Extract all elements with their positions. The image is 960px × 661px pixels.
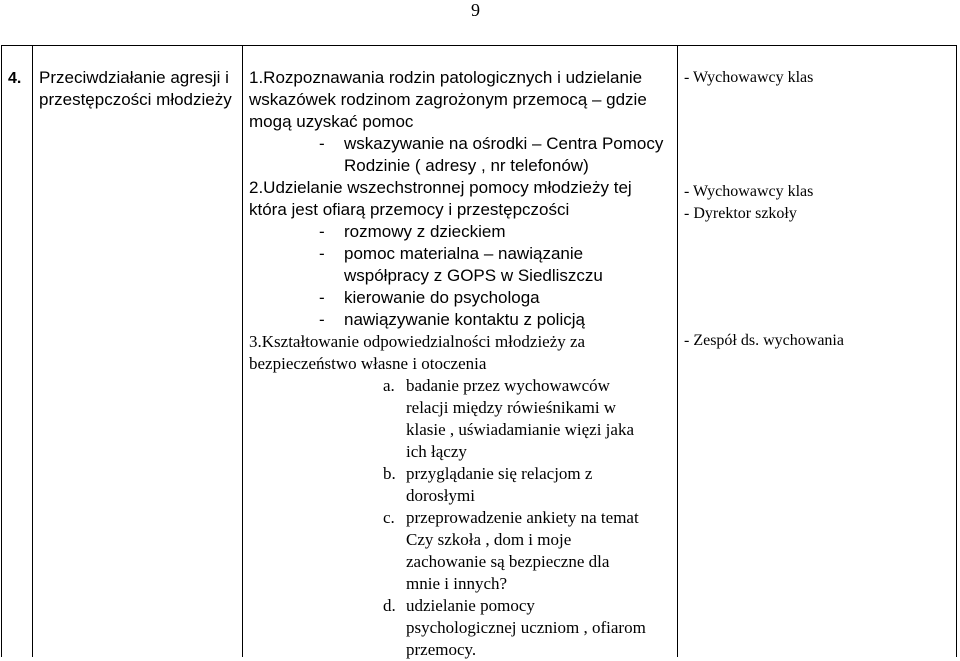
- list-item: [249, 133, 669, 177]
- responsible-group: [684, 330, 844, 352]
- list-item-text: udzielanie pomocy: [406, 596, 535, 615]
- list-item-text: przeprowadzenie ankiety na temat: [406, 508, 639, 527]
- task-title-line: przestępczości młodzieży: [39, 90, 232, 109]
- list-item: [249, 221, 669, 243]
- section-heading: 2.Udzielanie wszechstronnej pomocy młodzieży tej: [249, 178, 632, 197]
- list-item: [249, 507, 669, 595]
- list-item: [249, 287, 669, 309]
- list-item-text: badanie przez wychowawców: [406, 376, 610, 395]
- list-item-text: ich łączy: [406, 442, 467, 461]
- list-item: [249, 243, 669, 287]
- list-item-text: pomoc materialna – nawiązanie: [344, 244, 584, 263]
- list-item-text: Czy szkoła , dom i moje: [406, 530, 572, 549]
- list-item-text: przyglądanie się relacjom z: [406, 464, 593, 483]
- list-item-text: nawiązywanie kontaktu z policją: [344, 310, 585, 329]
- list-marker: -: [319, 222, 325, 241]
- responsible-line: - Zespół ds. wychowania: [684, 332, 844, 349]
- section-heading: wskazówek rodzinom zagrożonym przemocą – gdzie: [249, 90, 647, 109]
- plan-table: [1, 45, 957, 657]
- task-title-line: Przeciwdziałanie agresji i: [39, 68, 229, 87]
- section-heading: bezpieczeństwo własne i otoczenia: [249, 354, 487, 373]
- list-marker: -: [319, 310, 325, 329]
- responsible-line: - Dyrektor szkoły: [684, 205, 797, 222]
- task-title: [33, 46, 243, 657]
- list-marker: d.: [383, 596, 396, 615]
- list-item: [249, 375, 669, 463]
- list-item-text: klasie , uświadamianie więzi jaka: [406, 420, 634, 439]
- actions-cell: [243, 46, 678, 657]
- list-item-text: mnie i innych?: [406, 574, 508, 593]
- list-item-text: zachowanie są bezpieczne dla: [406, 552, 610, 571]
- list-item-text: relacji między rówieśnikami w: [406, 398, 617, 417]
- list-item: [249, 595, 669, 661]
- list-item: [249, 309, 669, 331]
- list-item-text: dorosłymi: [406, 486, 475, 505]
- list-marker: -: [319, 288, 325, 307]
- list-item-text: wskazywanie na ośrodki – Centra Pomocy: [344, 134, 664, 153]
- list-item-text: Rodzinie ( adresy , nr telefonów): [344, 156, 589, 175]
- list-marker: -: [319, 244, 325, 263]
- list-item-text: psychologicznej uczniom , ofiarom: [406, 618, 646, 637]
- section-heading: 1.Rozpoznawania rodzin patologicznych i udzielanie: [249, 68, 643, 87]
- section-heading: 3.Kształtowanie odpowiedzialności młodzieży za: [249, 332, 586, 351]
- list-item-text: współpracy z GOPS w Siedliszczu: [344, 266, 603, 285]
- section-heading: która jest ofiarą przemocy i przestępczości: [249, 200, 570, 219]
- list-item-text: rozmowy z dzieckiem: [344, 222, 506, 241]
- list-item-text: kierowanie do psychologa: [344, 288, 540, 307]
- list-marker: a.: [383, 376, 395, 395]
- responsible-group: [684, 181, 813, 225]
- list-marker: -: [319, 134, 325, 153]
- responsible-cell: [678, 46, 957, 657]
- page-number: 9: [471, 0, 480, 20]
- list-item-text: przemocy.: [406, 640, 477, 659]
- responsible-line: - Wychowawcy klas: [684, 183, 814, 200]
- list-marker: c.: [383, 508, 395, 527]
- list-marker: b.: [383, 464, 396, 483]
- list-item: [249, 463, 669, 507]
- section-heading: mogą uzyskać pomoc: [249, 112, 414, 131]
- responsible-line: - Wychowawcy klas: [684, 69, 814, 86]
- row-number: 4.: [2, 46, 33, 657]
